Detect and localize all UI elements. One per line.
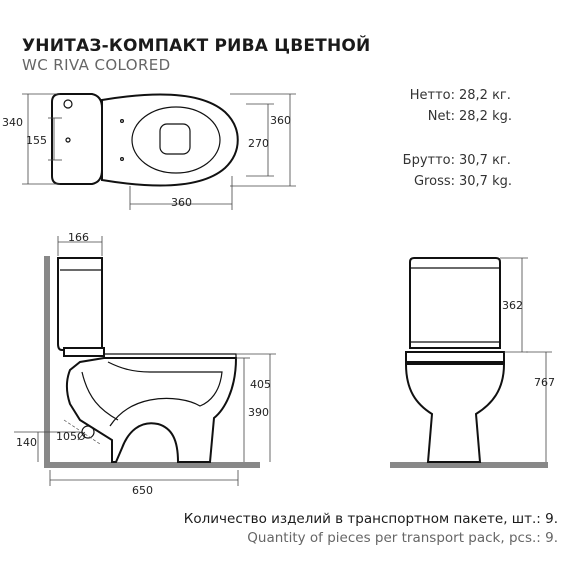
dimension-label: 650 — [132, 484, 153, 497]
dimension-label: 140 — [16, 436, 37, 449]
dimension-label: 360 — [171, 196, 192, 209]
transport-quantity-russian: Количество изделий в транспортном пакете, шт.: 9. — [183, 511, 558, 527]
dimension-label: 362 — [502, 299, 523, 312]
weight-label: Нетто: — [409, 88, 455, 103]
side-view-bowl — [67, 358, 236, 462]
dimension-label: 390 — [248, 406, 269, 419]
weight-value: 30,7 kg. — [459, 174, 512, 189]
top-view-bowl — [102, 94, 238, 185]
dimension-label: 105Ø — [56, 430, 86, 443]
side-view-tank-base — [64, 348, 104, 356]
front-view-tank — [410, 258, 500, 348]
dimension-label: 767 — [534, 376, 555, 389]
side-view-tank — [58, 258, 102, 350]
weight-value: 30,7 кг. — [459, 153, 511, 168]
top-view-tank — [52, 94, 102, 184]
weight-label: Брутто: — [402, 153, 455, 168]
dimension-label: 155 — [26, 134, 47, 147]
side-view — [14, 231, 276, 497]
title-english: WC RIVA COLORED — [22, 56, 171, 74]
front-view-bowl — [406, 364, 504, 462]
dimension-label: 405 — [250, 378, 271, 391]
front-view — [390, 258, 555, 468]
top-view — [2, 94, 296, 210]
front-view-seat — [406, 352, 504, 362]
weight-label: Gross: — [413, 174, 455, 189]
side-view-wall — [44, 256, 50, 466]
side-view-floor — [44, 462, 260, 468]
dimension-label: 360 — [270, 114, 291, 127]
weight-label: Net: — [427, 109, 455, 124]
title-russian: УНИТАЗ-КОМПАКТ РИВА ЦВЕТНОЙ — [22, 36, 371, 56]
transport-quantity-english: Quantity of pieces per transport pack, pcs.: 9. — [247, 530, 558, 546]
dimension-label: 270 — [248, 137, 269, 150]
dimension-label: 166 — [68, 231, 89, 244]
dimension-label: 340 — [2, 116, 23, 129]
weight-value: 28,2 kg. — [459, 109, 512, 124]
weight-value: 28,2 кг. — [459, 88, 511, 103]
